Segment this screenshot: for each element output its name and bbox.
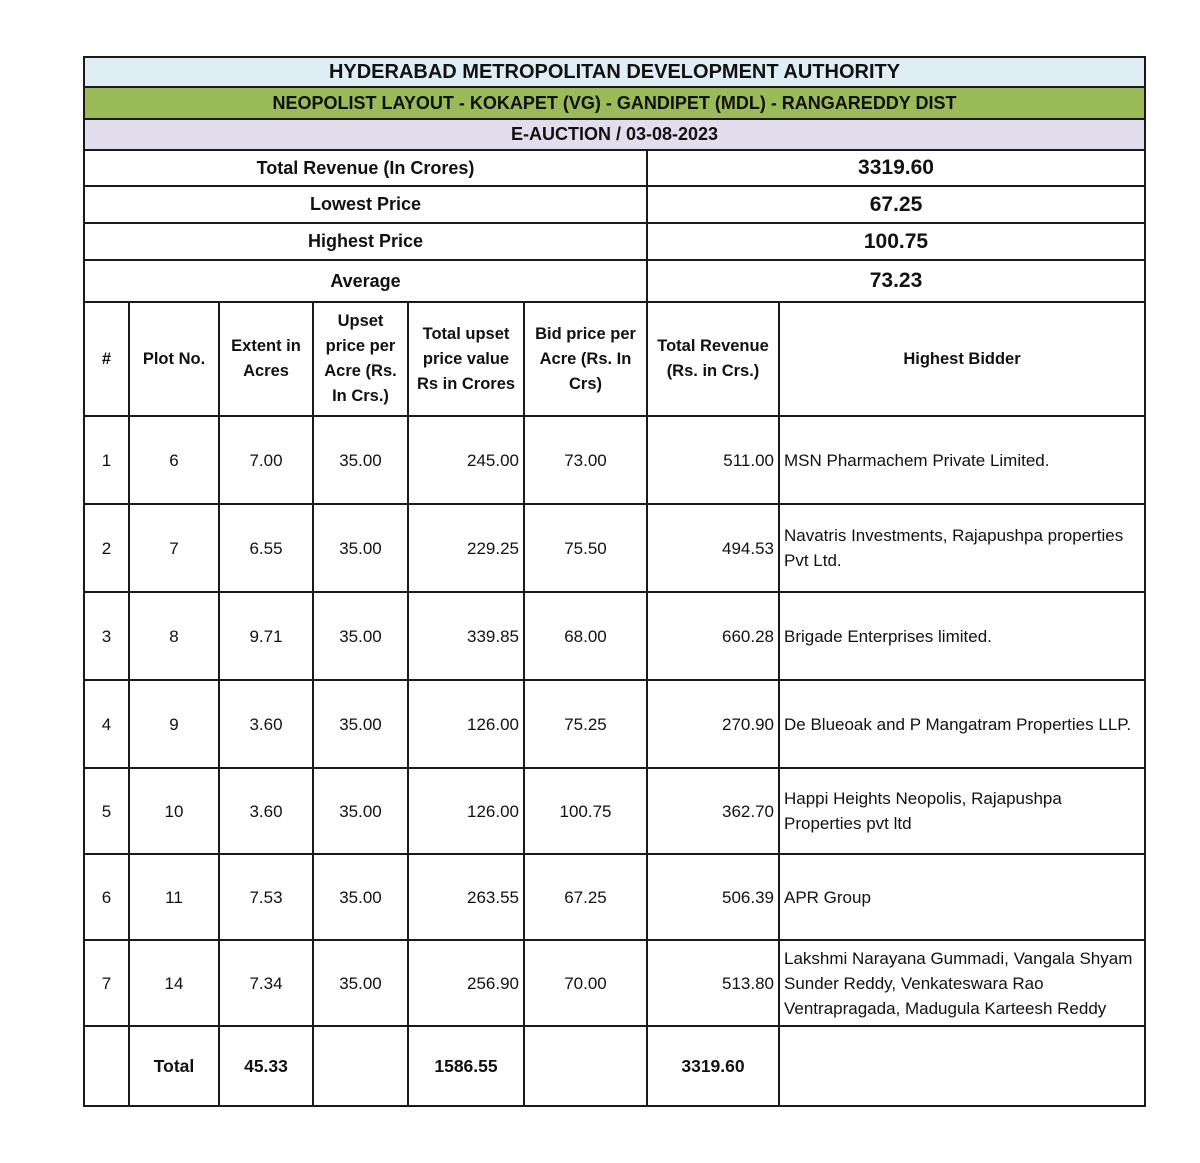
col-header-extent: Extent in Acres xyxy=(219,302,313,416)
upset-price: 35.00 xyxy=(313,416,408,504)
total-upset-value: 1586.55 xyxy=(408,1026,524,1106)
row-number: 2 xyxy=(84,504,129,592)
total-revenue: 362.70 xyxy=(647,768,779,854)
auction-table xyxy=(83,56,1146,1107)
total-revenue: 511.00 xyxy=(647,416,779,504)
total-upset-value: 126.00 xyxy=(408,680,524,768)
total-upset-value: 126.00 xyxy=(408,768,524,854)
extent-acres: 6.55 xyxy=(219,504,313,592)
plot-number: 7 xyxy=(129,504,219,592)
highest-bidder: Happi Heights Neopolis, Rajapushpa Properties pvt ltd xyxy=(779,768,1145,854)
total-upset-value: 256.90 xyxy=(408,940,524,1026)
upset-price: 35.00 xyxy=(313,504,408,592)
extent-acres: 7.34 xyxy=(219,940,313,1026)
table-row xyxy=(84,768,1145,854)
total-upset-value: 245.00 xyxy=(408,416,524,504)
row-number: 1 xyxy=(84,416,129,504)
bid-price: 70.00 xyxy=(524,940,647,1026)
extent-acres: 3.60 xyxy=(219,680,313,768)
table-row xyxy=(84,680,1145,768)
total-upset-value: 229.25 xyxy=(408,504,524,592)
col-header-bid: Bid price per Acre (Rs. In Crs) xyxy=(524,302,647,416)
col-header-total-upset: Total upset price value Rs in Crores xyxy=(408,302,524,416)
row-number: 6 xyxy=(84,854,129,940)
table-row xyxy=(84,416,1145,504)
highest-bidder: APR Group xyxy=(779,854,1145,940)
total-row xyxy=(84,1026,1145,1106)
total-upset-value: 263.55 xyxy=(408,854,524,940)
row-number: 4 xyxy=(84,680,129,768)
summary-label: Average xyxy=(84,260,647,302)
column-header-row xyxy=(84,302,1145,416)
highest-bidder: Brigade Enterprises limited. xyxy=(779,592,1145,680)
total-revenue: 494.53 xyxy=(647,504,779,592)
plot-number: 9 xyxy=(129,680,219,768)
upset-price: 35.00 xyxy=(313,854,408,940)
col-header-plot: Plot No. xyxy=(129,302,219,416)
summary-label: Total Revenue (In Crores) xyxy=(84,150,647,186)
table-row xyxy=(84,592,1145,680)
row-number: 7 xyxy=(84,940,129,1026)
highest-bidder: De Blueoak and P Mangatram Properties LLP. xyxy=(779,680,1145,768)
upset-price: 35.00 xyxy=(313,592,408,680)
total-label: Total xyxy=(129,1026,219,1106)
col-header-revenue: Total Revenue (Rs. in Crs.) xyxy=(647,302,779,416)
upset-price: 35.00 xyxy=(313,680,408,768)
total-revenue: 513.80 xyxy=(647,940,779,1026)
col-header-bidder: Highest Bidder xyxy=(779,302,1145,416)
summary-label: Lowest Price xyxy=(84,186,647,223)
bid-price: 68.00 xyxy=(524,592,647,680)
col-header-num: # xyxy=(84,302,129,416)
highest-bidder: MSN Pharmachem Private Limited. xyxy=(779,416,1145,504)
summary-value: 67.25 xyxy=(647,186,1145,223)
bid-price: 73.00 xyxy=(524,416,647,504)
summary-label: Highest Price xyxy=(84,223,647,260)
highest-bidder: Lakshmi Narayana Gummadi, Vangala Shyam Sunder Reddy, Venkateswara Rao Ventrapragada, Madugula Karteesh Reddy xyxy=(779,940,1145,1026)
total-extent: 45.33 xyxy=(219,1026,313,1106)
bid-price: 100.75 xyxy=(524,768,647,854)
bid-price: 67.25 xyxy=(524,854,647,940)
summary-value: 3319.60 xyxy=(647,150,1145,186)
page-title: HYDERABAD METROPOLITAN DEVELOPMENT AUTHORITY xyxy=(84,57,1145,87)
col-header-upset: Upset price per Acre (Rs. In Crs.) xyxy=(313,302,408,416)
plot-number: 10 xyxy=(129,768,219,854)
extent-acres: 3.60 xyxy=(219,768,313,854)
plot-number: 6 xyxy=(129,416,219,504)
total-revenue: 660.28 xyxy=(647,592,779,680)
total-revenue: 270.90 xyxy=(647,680,779,768)
extent-acres: 7.53 xyxy=(219,854,313,940)
table-row xyxy=(84,854,1145,940)
table-row xyxy=(84,940,1145,1026)
extent-acres: 7.00 xyxy=(219,416,313,504)
plot-number: 14 xyxy=(129,940,219,1026)
layout-subtitle: NEOPOLIST LAYOUT - KOKAPET (VG) - GANDIPET (MDL) - RANGAREDDY DIST xyxy=(84,87,1145,119)
upset-price: 35.00 xyxy=(313,940,408,1026)
summary-value: 100.75 xyxy=(647,223,1145,260)
summary-value: 73.23 xyxy=(647,260,1145,302)
plot-number: 8 xyxy=(129,592,219,680)
row-number: 3 xyxy=(84,592,129,680)
highest-bidder: Navatris Investments, Rajapushpa properties Pvt Ltd. xyxy=(779,504,1145,592)
auction-date: E-AUCTION / 03-08-2023 xyxy=(84,119,1145,150)
upset-price: 35.00 xyxy=(313,768,408,854)
bid-price: 75.50 xyxy=(524,504,647,592)
plot-number: 11 xyxy=(129,854,219,940)
total-revenue: 3319.60 xyxy=(647,1026,779,1106)
total-upset-value: 339.85 xyxy=(408,592,524,680)
extent-acres: 9.71 xyxy=(219,592,313,680)
row-number: 5 xyxy=(84,768,129,854)
total-revenue: 506.39 xyxy=(647,854,779,940)
table-row xyxy=(84,504,1145,592)
bid-price: 75.25 xyxy=(524,680,647,768)
